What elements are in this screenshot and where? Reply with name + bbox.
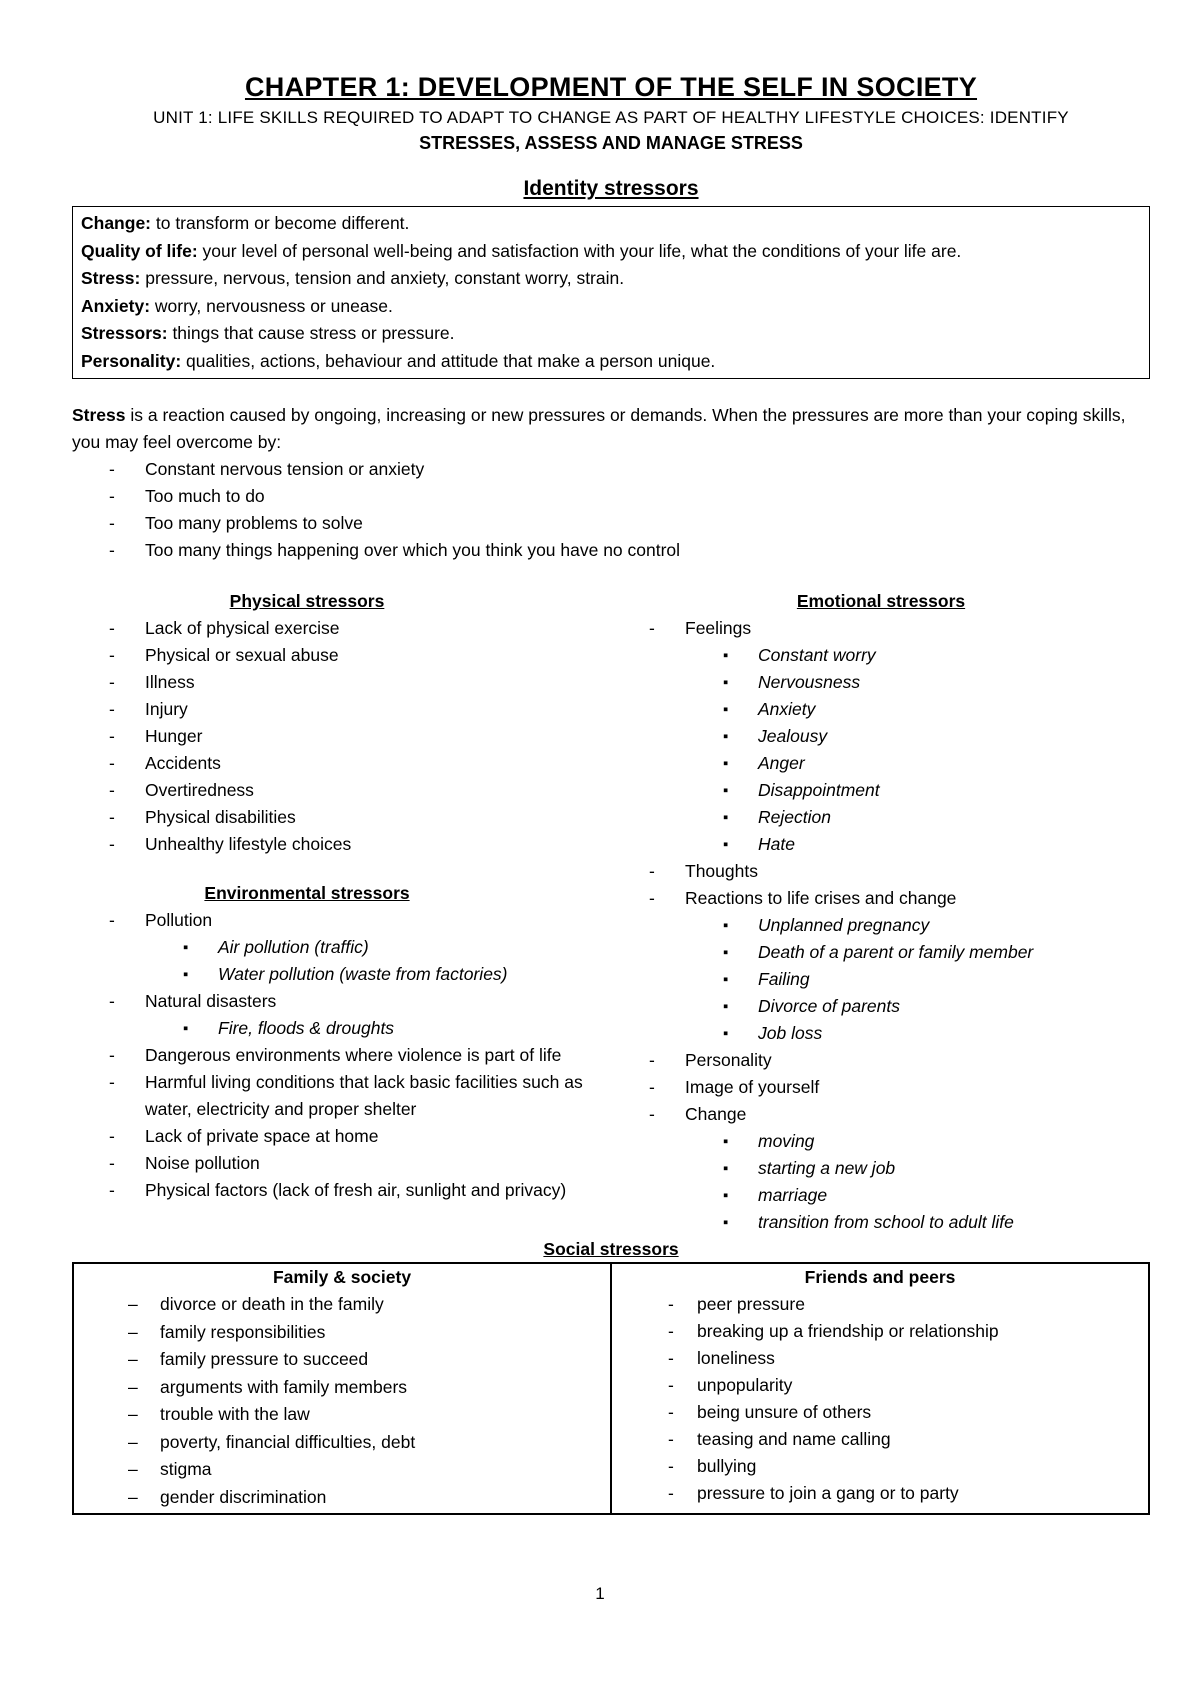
list-item <box>612 885 1150 912</box>
list-item <box>72 1150 612 1177</box>
list-item: – stigma <box>80 1456 604 1484</box>
list-item: - teasing and name calling <box>618 1426 1142 1453</box>
list-item: - Unhealthy lifestyle choices <box>72 831 612 858</box>
sub-list <box>72 934 612 988</box>
definition-row <box>81 348 1141 376</box>
definition-text: pressure, nervous, tension and anxiety, constant worry, strain. <box>140 268 625 288</box>
list-item: - Lack of physical exercise <box>72 615 612 642</box>
sub-list-item: ▪ transition from school to adult life <box>612 1209 1150 1236</box>
sub-list-item: ▪ Anger <box>612 750 1150 777</box>
stress-intro-text: is a reaction caused by ongoing, increasing or new pressures or demands. When the pressures are more than your coping skills, you may feel overcome by: <box>72 405 1126 452</box>
list-item: - bullying <box>618 1453 1142 1480</box>
definition-term: Quality of life: <box>81 240 198 261</box>
right-column <box>612 588 1150 1236</box>
list-item: - Too many problems to solve <box>72 510 1150 537</box>
definition-text: qualities, actions, behaviour and attitude that make a person unique. <box>181 350 716 371</box>
list-item-label: Lack of private space at home <box>145 1126 379 1146</box>
definition-text: to transform or become different. <box>151 213 410 233</box>
stress-symptom-list <box>72 456 1150 564</box>
sub-list-wrapper <box>612 642 1150 858</box>
list-item <box>612 1074 1150 1101</box>
definition-text: things that cause stress or pressure. <box>167 323 455 343</box>
unit-title-line1: UNIT 1: LIFE SKILLS REQUIRED TO ADAPT TO CHANGE AS PART OF HEALTHY LIFESTYLE CHOICES: IDENTIFY <box>153 108 1069 127</box>
list-item: - Physical disabilities <box>72 804 612 831</box>
list-item <box>72 1069 612 1123</box>
sub-list-item: ▪ Disappointment <box>612 777 1150 804</box>
list-item: – arguments with family members <box>80 1374 604 1402</box>
list-item: – poverty, financial difficulties, debt <box>80 1429 604 1457</box>
list-item-label: Change <box>685 1104 747 1124</box>
sub-list-item: ▪ Nervousness <box>612 669 1150 696</box>
list-item: - Too much to do <box>72 483 1150 510</box>
list-item-label: Dangerous environments where violence is part of life <box>145 1045 562 1065</box>
list-item: – family pressure to succeed <box>80 1346 604 1374</box>
sub-list-item: ▪ Hate <box>612 831 1150 858</box>
identity-stressors-heading: Identity stressors <box>523 177 699 200</box>
family-society-list <box>80 1291 604 1511</box>
list-item-label: Personality <box>685 1050 772 1070</box>
list-item <box>72 1042 612 1069</box>
environmental-stressors-list <box>72 907 612 1204</box>
sub-list-item: ▪ Rejection <box>612 804 1150 831</box>
list-item: - breaking up a friendship or relationship <box>618 1318 1142 1345</box>
sub-list-item: ▪ Air pollution (traffic) <box>72 934 612 961</box>
sub-list <box>612 912 1150 1047</box>
list-item <box>612 1101 1150 1128</box>
sub-list-wrapper <box>72 934 612 988</box>
list-item: - peer pressure <box>618 1291 1142 1318</box>
sub-list-item: ▪ Fire, floods & droughts <box>72 1015 612 1042</box>
list-item <box>72 988 612 1015</box>
stress-intro-paragraph <box>72 402 1150 456</box>
unit-title-line2: STRESSES, ASSESS AND MANAGE STRESS <box>419 133 803 153</box>
list-item: - Overtiredness <box>72 777 612 804</box>
stress-lead: Stress <box>72 405 126 425</box>
sub-list <box>612 1128 1150 1236</box>
sub-list-item: ▪ Job loss <box>612 1020 1150 1047</box>
list-item-label: Physical factors (lack of fresh air, sunlight and privacy) <box>145 1180 567 1200</box>
definition-row <box>81 265 1141 293</box>
definition-term: Change: <box>81 213 151 233</box>
sub-list-item: ▪ Death of a parent or family member <box>612 939 1150 966</box>
sub-list-item: ▪ Unplanned pregnancy <box>612 912 1150 939</box>
physical-stressors-list <box>72 615 612 858</box>
list-item-label: Pollution <box>145 910 213 930</box>
list-item-label: Reactions to life crises and change <box>685 888 957 908</box>
list-item-label: Image of yourself <box>685 1077 820 1097</box>
stressor-columns <box>72 588 1150 1236</box>
definition-row <box>81 238 1141 266</box>
definition-row <box>81 210 1141 238</box>
definitions-box <box>72 206 1150 379</box>
list-item: - Hunger <box>72 723 612 750</box>
document-page <box>72 70 1150 1515</box>
list-item: – divorce or death in the family <box>80 1291 604 1319</box>
list-item: – gender discrimination <box>80 1484 604 1512</box>
sub-list-item: ▪ Water pollution (waste from factories) <box>72 961 612 988</box>
friends-peers-list <box>618 1291 1142 1507</box>
list-item-label: Harmful living conditions that lack basic facilities such as water, electricity and proper shelter <box>145 1072 583 1119</box>
list-item: - Injury <box>72 696 612 723</box>
list-item-label: Natural disasters <box>145 991 277 1011</box>
list-item: – trouble with the law <box>80 1401 604 1429</box>
list-item: - unpopularity <box>618 1372 1142 1399</box>
list-item-label: Feelings <box>685 618 752 638</box>
environmental-stressors-heading: Environmental stressors <box>204 883 410 903</box>
page-number: 1 <box>595 1584 605 1603</box>
list-item: - Illness <box>72 669 612 696</box>
sub-list <box>612 642 1150 858</box>
list-item: - Accidents <box>72 750 612 777</box>
definition-row <box>81 293 1141 321</box>
definition-term: Anxiety: <box>81 295 151 316</box>
definition-term: Personality: <box>81 350 182 371</box>
emotional-stressors-list <box>612 615 1150 1236</box>
sub-list-wrapper <box>612 1128 1150 1236</box>
definition-term: Stressors: <box>81 323 168 343</box>
list-item: - being unsure of others <box>618 1399 1142 1426</box>
sub-list-item: ▪ Constant worry <box>612 642 1150 669</box>
list-item: - pressure to join a gang or to party <box>618 1480 1142 1507</box>
sub-list-wrapper <box>72 1015 612 1042</box>
definition-text: your level of personal well-being and satisfaction with your life, what the conditions of your life are. <box>197 240 962 261</box>
list-item: - Constant nervous tension or anxiety <box>72 456 1150 483</box>
list-item-label: Noise pollution <box>145 1153 260 1173</box>
family-society-cell <box>73 1263 611 1514</box>
list-item <box>612 615 1150 642</box>
family-society-heading: Family & society <box>272 1267 412 1287</box>
list-item: - Physical or sexual abuse <box>72 642 612 669</box>
sub-list-wrapper <box>612 912 1150 1047</box>
definition-text: worry, nervousness or unease. <box>150 295 393 316</box>
sub-list-item: ▪ marriage <box>612 1182 1150 1209</box>
social-stressors-heading: Social stressors <box>543 1239 679 1259</box>
sub-list <box>72 1015 612 1042</box>
list-item <box>612 858 1150 885</box>
list-item: - Too many things happening over which you think you have no control <box>72 537 1150 564</box>
list-item: – family responsibilities <box>80 1319 604 1347</box>
physical-stressors-heading: Physical stressors <box>229 591 385 611</box>
list-item-label: Thoughts <box>685 861 758 881</box>
list-item <box>72 1177 612 1204</box>
friends-peers-cell <box>611 1263 1149 1514</box>
sub-list-item: ▪ Failing <box>612 966 1150 993</box>
list-item <box>72 1123 612 1150</box>
left-column <box>72 588 612 1236</box>
social-stressors-table <box>72 1262 1150 1515</box>
emotional-stressors-heading: Emotional stressors <box>796 591 966 611</box>
list-item <box>72 907 612 934</box>
sub-list-item: ▪ starting a new job <box>612 1155 1150 1182</box>
friends-peers-heading: Friends and peers <box>804 1267 956 1287</box>
sub-list-item: ▪ moving <box>612 1128 1150 1155</box>
sub-list-item: ▪ Jealousy <box>612 723 1150 750</box>
chapter-title: CHAPTER 1: DEVELOPMENT OF THE SELF IN SOCIETY <box>244 72 978 102</box>
sub-list-item: ▪ Anxiety <box>612 696 1150 723</box>
sub-list-item: ▪ Divorce of parents <box>612 993 1150 1020</box>
list-item <box>612 1047 1150 1074</box>
definition-row <box>81 320 1141 348</box>
list-item: - loneliness <box>618 1345 1142 1372</box>
definition-term: Stress: <box>81 268 141 288</box>
